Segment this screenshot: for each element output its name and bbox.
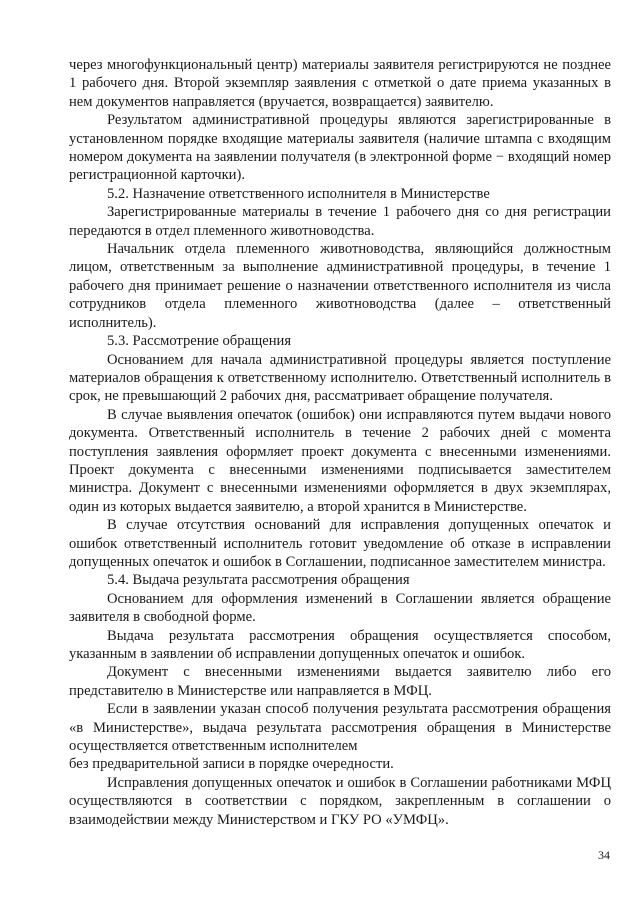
paragraph: В случае отсутствия оснований для исправления допущенных опечаток и ошибок ответственный исполнитель готовит уведомление об отказе в исправлении допущенных опечаток и ошибок в Соглашении, подписанное заместителем министра. <box>69 517 611 570</box>
section-heading: 5.4. Выдача результата рассмотрения обращения <box>107 572 410 589</box>
paragraph: Выдача результата рассмотрения обращения осуществляется способом, указанным в заявлении об исправлении допущенных опечаток и ошибок. <box>69 627 611 662</box>
paragraph: Основанием для начала административной процедуры является поступление материалов обращения к ответственному исполнителю. Ответственный исполнитель в срок, не превышающий 2 рабочих дня, рассматривает обращение получателя. <box>69 351 611 405</box>
paragraph: Документ с внесенными изменениями выдается заявителю либо его представителю в Министерстве или направляется в МФЦ. <box>69 664 611 699</box>
paragraph: В случае выявления опечаток (ошибок) они исправляются путем выдачи нового документа. Ответственный исполнитель в течение 2 рабочих дней с момента поступления заявления оформляет проект документа с внесенными изменениями. Проект документа с внесенными изменениями подписывается заместителем министра. Документ с внесенными изменениями оформляется в двух экземплярах, один из которых выдается заявителю, а второй хранится в Министерстве. <box>69 406 611 515</box>
section-heading: 5.3. Рассмотрение обращения <box>107 333 292 350</box>
paragraph: Если в заявлении указан способ получения результата рассмотрения обращения «в Министерстве», выдача результата рассмотрения обращения в Министерстве осуществляется ответственным исполнителем <box>69 701 611 755</box>
paragraph: Исправления допущенных опечаток и ошибок в Соглашении работниками МФЦ осуществляются в соответствии с порядком, закрепленным в соглашении о взаимодействии между Министерством и ГКУ РО «УМФЦ». <box>69 774 611 828</box>
paragraph: Основанием для оформления изменений в Соглашении является обращение заявителя в свободной форме. <box>69 590 611 626</box>
document-body <box>69 56 611 829</box>
paragraph: Зарегистрированные материалы в течение 1 рабочего дня со дня регистрации передаются в отдел племенного животноводства. <box>69 204 611 239</box>
page-number: 34 <box>598 848 610 862</box>
paragraph-continuation: без предварительной записи в порядке очередности. <box>69 756 394 773</box>
paragraph: Результатом административной процедуры являются зарегистрированные в установленном порядке входящие материалы заявителя (наличие штампа с входящим номером документа на заявлении получателя (в электронной форме − входящий номер регистрационной карточки). <box>69 112 611 184</box>
section-heading: 5.2. Назначение ответственного исполнителя в Министерстве <box>107 185 490 202</box>
paragraph: Начальник отдела племенного животноводства, являющийся должностным лицом, ответственным за выполнение административной процедуры, в течение 1 рабочего дня принимает решение о назначении ответственного исполнителя из числа сотрудников отдела племенного животноводства (далее – ответственный исполнитель). <box>69 241 611 331</box>
paragraph: через многофункциональный центр) материалы заявителя регистрируются не позднее 1 рабочего дня. Второй экземпляр заявления с отметкой о дате приема указанных в нем документов направляется (вручается, возвращается) заявителю. <box>69 57 611 110</box>
